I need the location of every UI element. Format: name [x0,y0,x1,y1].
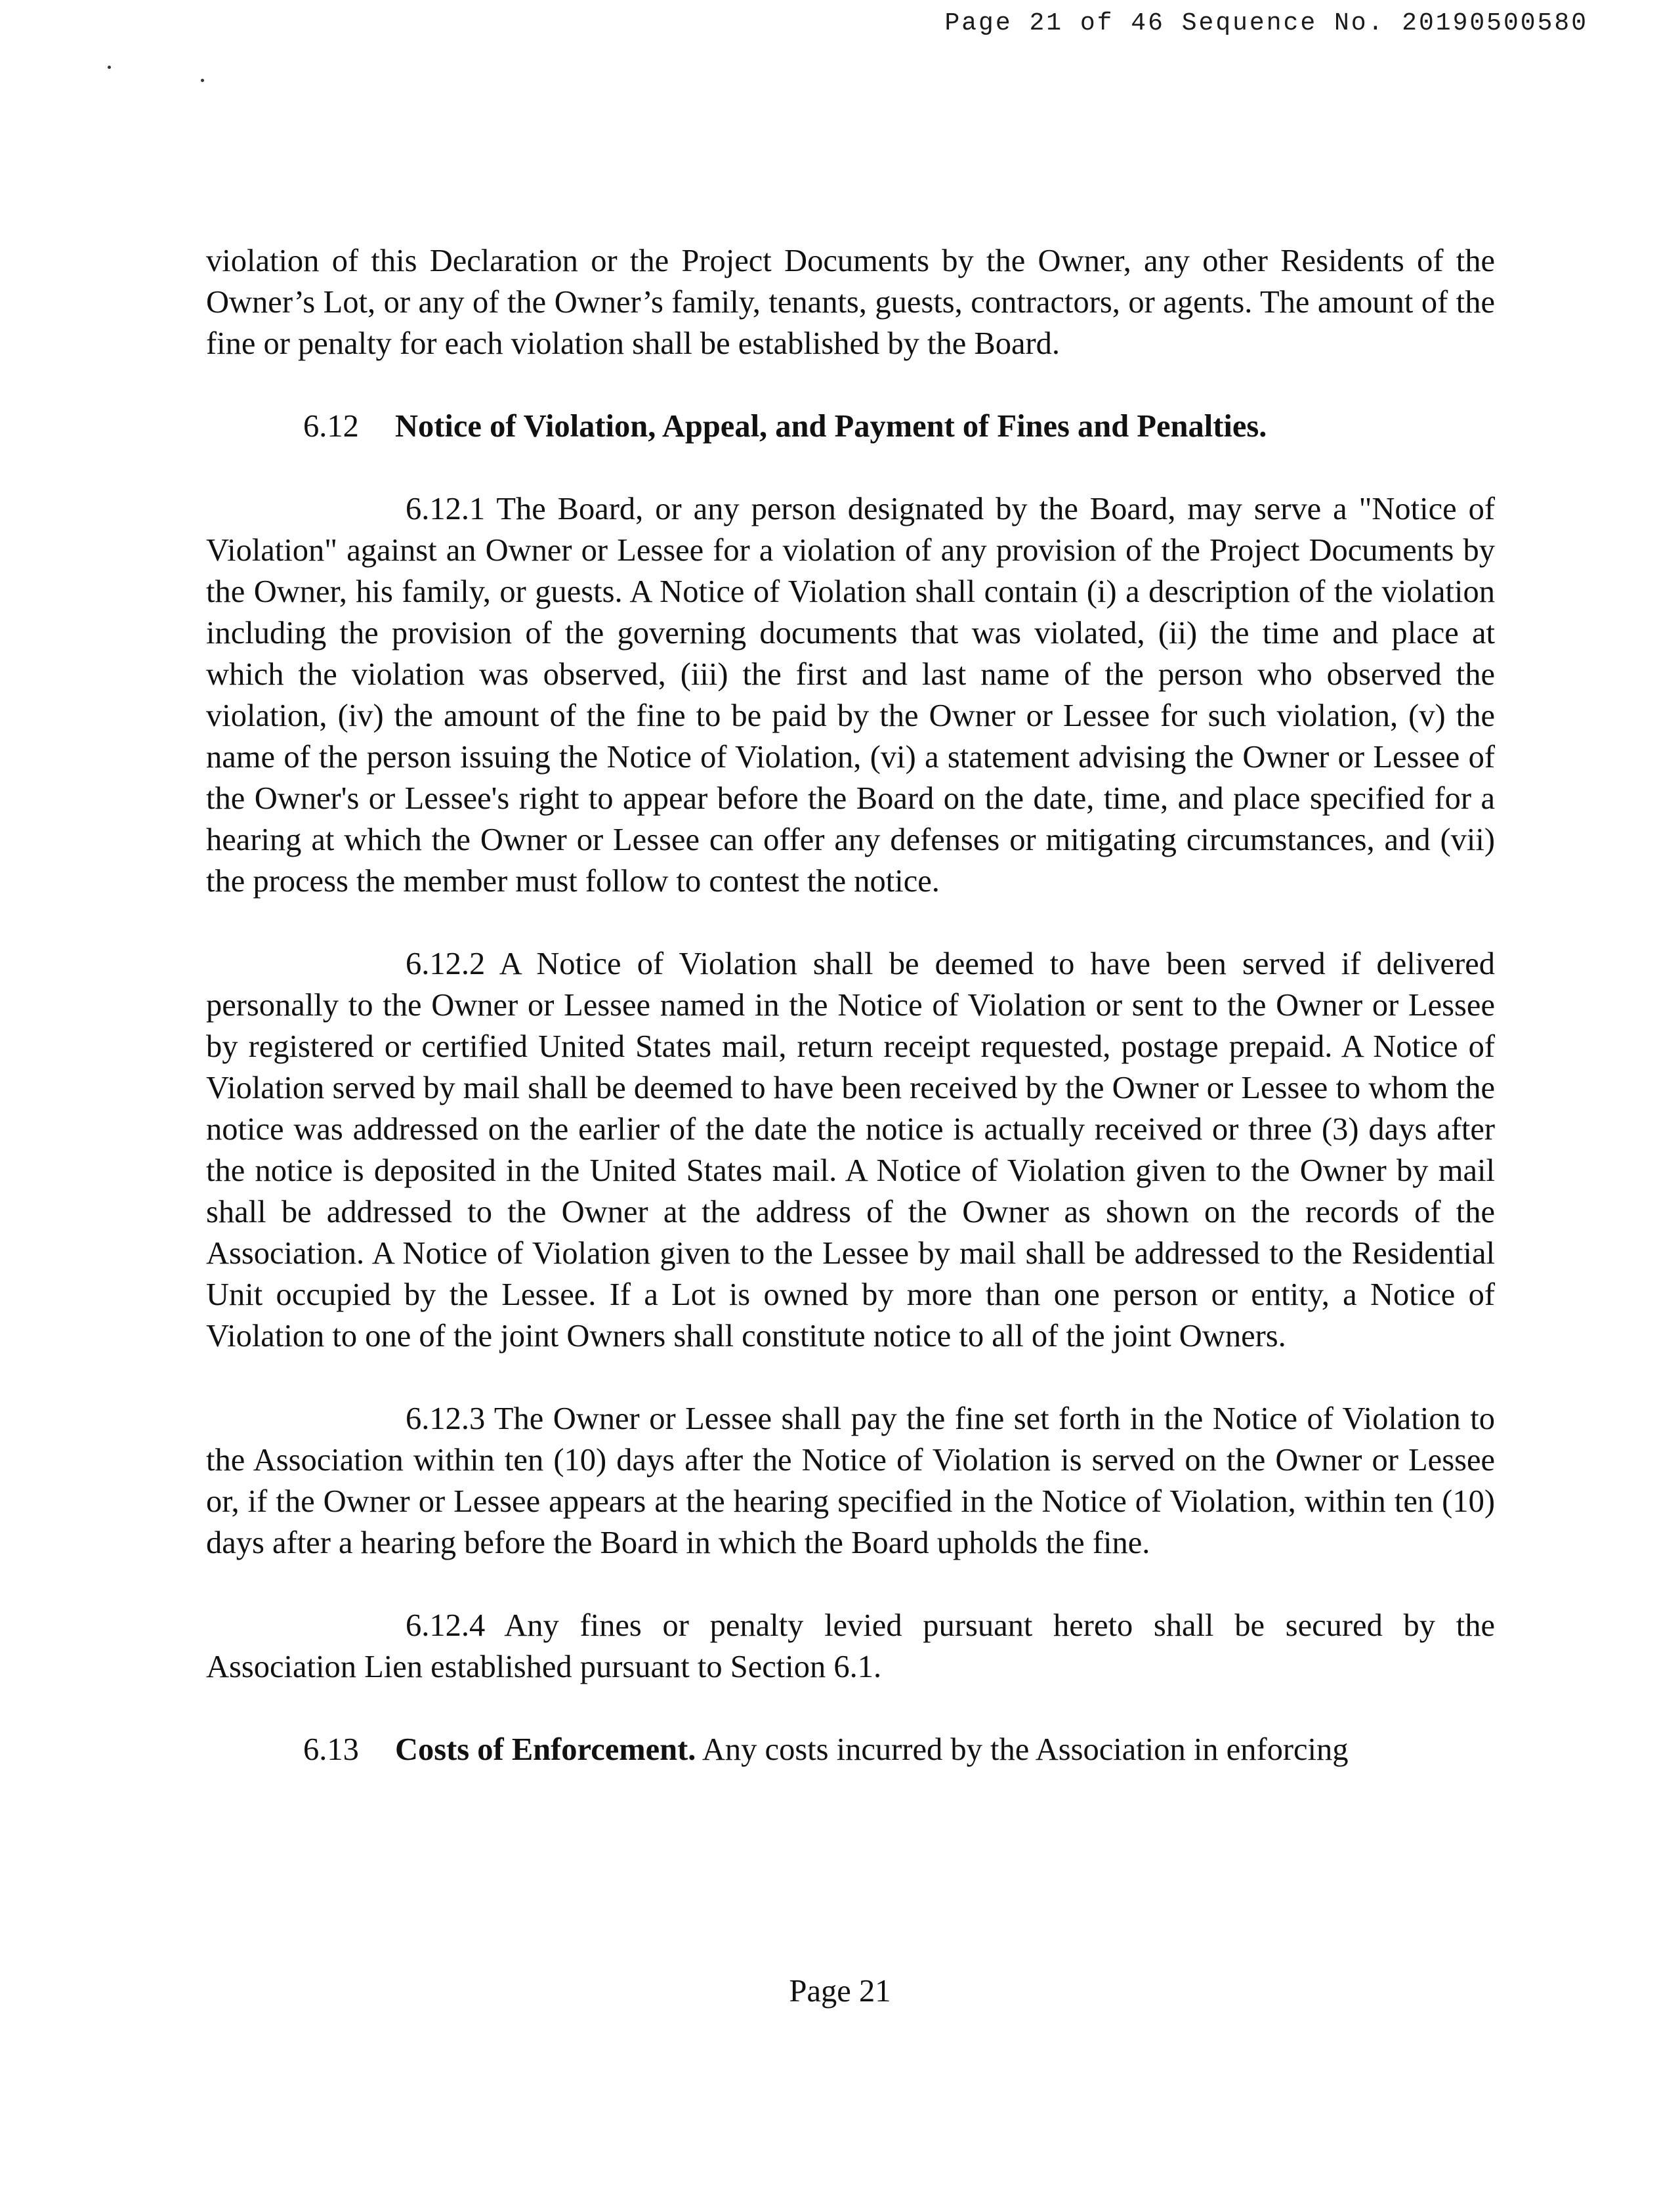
section-text: Any costs incurred by the Association in enforcing [696,1732,1349,1767]
scan-speck [108,66,111,69]
document-body [206,240,1495,1812]
lead-paragraph: violation of this Declaration or the Project Documents by the Owner, any other Residents of the Owner’s Lot, or any of the Owner’s family, tenants, guests, contractors, or agents. The amount of the fine or penalty for each violation shall be established by the Board. [206,244,1495,361]
paragraph-6-12-4: 6.12.4 Any fines or penalty levied pursuant hereto shall be secured by the Association Lien established pursuant to Section 6.1. [206,1608,1495,1684]
section-number: 6.12 [303,409,359,444]
paragraph-6-12-3: 6.12.3 The Owner or Lessee shall pay the fine set forth in the Notice of Violation to the Association within ten (10) days after the Notice of Violation is served on the Owner or Lessee or, if the Owner or Lessee appears at the hearing specified in the Notice of Violation, within ten (10) days after a hearing before the Board in which the Board upholds the fine. [206,1401,1495,1560]
section-title: Costs of Enforcement. [395,1732,696,1767]
section-heading-6-13 [206,1729,1495,1770]
section-title: Notice of Violation, Appeal, and Payment of Fines and Penalties. [395,409,1267,444]
section-number: 6.13 [303,1732,359,1767]
paragraph-6-12-1: 6.12.1 The Board, or any person designated by the Board, may serve a "Notice of Violation" against an Owner or Lessee for a violation of any provision of the Project Documents by the Owner, his family, or guests. A Notice of Violation shall contain (i) a description of the violation including the provision of the governing documents that was violated, (ii) the time and place at which the violation was observed, (iii) the first and last name of the person who observed the violation, (iv) the amount of the fine to be paid by the Owner or Lessee for such violation, (v) the name of the person issuing the Notice of Violation, (vi) a statement advising the Owner or Lessee of the Owner's or Lessee's right to appear before the Board on the date, time, and place specified for a hearing at which the Owner or Lessee can offer any defenses or mitigating circumstances, and (vii) the process the member must follow to contest the notice. [206,492,1495,899]
page-number: Page 21 [789,1974,891,2009]
scan-speck [201,79,204,82]
section-heading-6-12 [206,406,1495,447]
sequence-stamp: Page 21 of 46 Sequence No. 20190500580 [944,9,1588,37]
paragraph-6-12-2: 6.12.2 A Notice of Violation shall be deemed to have been served if delivered personally to the Owner or Lessee named in the Notice of Violation or sent to the Owner or Lessee by registered or certified United States mail, return receipt requested, postage prepaid. A Notice of Violation served by mail shall be deemed to have been received by the Owner or Lessee to whom the notice was addressed on the earlier of the date the notice is actually received or three (3) days after the notice is deposited in the United States mail. A Notice of Violation given to the Owner by mail shall be addressed to the Owner at the address of the Owner as shown on the records of the Association. A Notice of Violation given to the Lessee by mail shall be addressed to the Residential Unit occupied by the Lessee. If a Lot is owned by more than one person or entity, a Notice of Violation to one of the joint Owners shall constitute notice to all of the joint Owners. [206,947,1495,1353]
